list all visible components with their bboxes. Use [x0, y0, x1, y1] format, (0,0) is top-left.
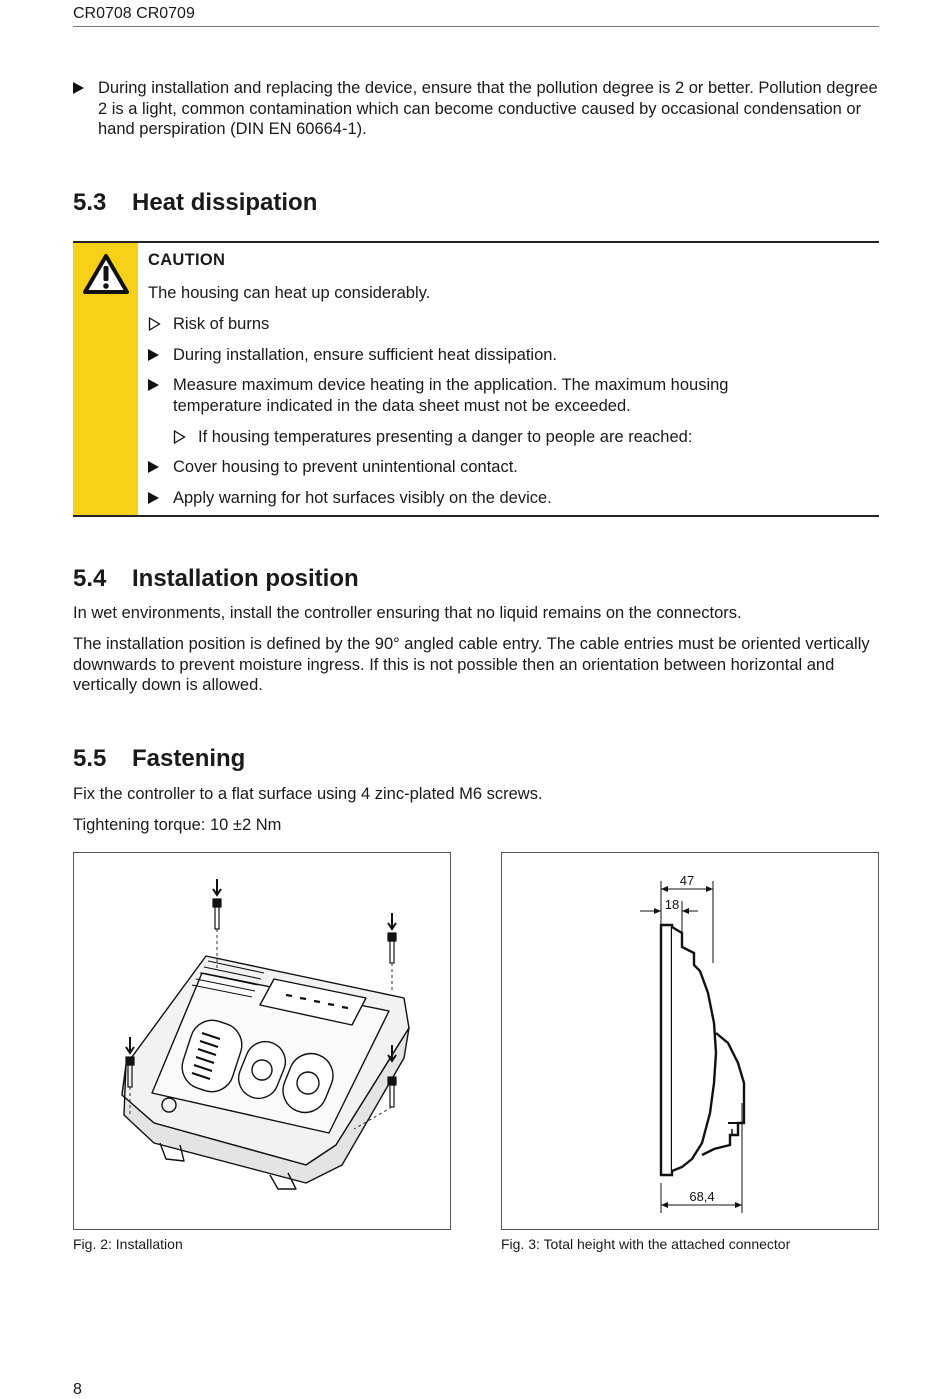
section-heading-5-3: 5.3 Heat dissipation: [73, 189, 318, 216]
outline-arrow-icon: [173, 430, 186, 444]
caution-condition: If housing temperatures presenting a danger to people are reached:: [173, 427, 692, 448]
warning-triangle-icon: [82, 253, 130, 295]
caution-statement: The housing can heat up considerably.: [148, 284, 431, 302]
caution-action-2: Measure maximum device heating in the application. The maximum housing temperature indicated in the data sheet must not be exceeded.: [148, 375, 788, 416]
caution-action-4: Apply warning for hot surfaces visibly on the device.: [148, 488, 868, 509]
figure-total-height: [501, 852, 879, 1230]
caution-consequence: Risk of burns: [148, 314, 269, 335]
installation-position-paragraph-1: In wet environments, install the controller ensuring that no liquid remains on the connectors.: [73, 604, 742, 622]
action-arrow-icon: [148, 492, 159, 504]
action-arrow-icon: [148, 379, 159, 391]
fastening-paragraph-2: Tightening torque: 10 ±2 Nm: [73, 816, 282, 834]
dimension-label-47: 47: [679, 873, 695, 888]
installation-drawing: [74, 853, 450, 1229]
action-arrow-icon: [73, 82, 84, 94]
caution-title: CAUTION: [148, 251, 226, 269]
action-arrow-icon: [148, 349, 159, 361]
figure-2-caption: Fig. 2: Installation: [73, 1236, 183, 1252]
caution-action-3: Cover housing to prevent unintentional contact.: [148, 457, 868, 478]
caution-box: [73, 241, 879, 517]
figure-installation: [73, 852, 451, 1230]
section-heading-5-4: 5.4 Installation position: [73, 565, 359, 592]
intro-bullet: During installation and replacing the device, ensure that the pollution degree is 2 or better. Pollution degree 2 is a light, common contamination which can become conductive caused by occasional condensation or hand perspiration (DIN EN 60664-1).: [73, 78, 879, 140]
side-profile-drawing: [502, 853, 878, 1229]
action-arrow-icon: [148, 461, 159, 473]
section-heading-5-5: 5.5 Fastening: [73, 745, 246, 772]
page-header: [73, 4, 879, 27]
figure-3-caption: Fig. 3: Total height with the attached connector: [501, 1236, 791, 1252]
fastening-paragraph-1: Fix the controller to a flat surface using 4 zinc-plated M6 screws.: [73, 785, 543, 803]
dimension-label-68-4: 68,4: [689, 1189, 715, 1204]
page-number: 8: [73, 1381, 82, 1398]
installation-position-paragraph-2: The installation position is defined by the 90° angled cable entry. The cable entries must be oriented vertically downwards to prevent moisture ingress. If this is not possible then an orientation between horizontal and vertically down is allowed.: [73, 635, 870, 694]
dimension-label-18: 18: [664, 897, 680, 912]
caution-action-1: During installation, ensure sufficient heat dissipation.: [148, 345, 868, 366]
document-title: CR0708 CR0709: [73, 5, 195, 22]
outline-arrow-icon: [148, 317, 161, 331]
